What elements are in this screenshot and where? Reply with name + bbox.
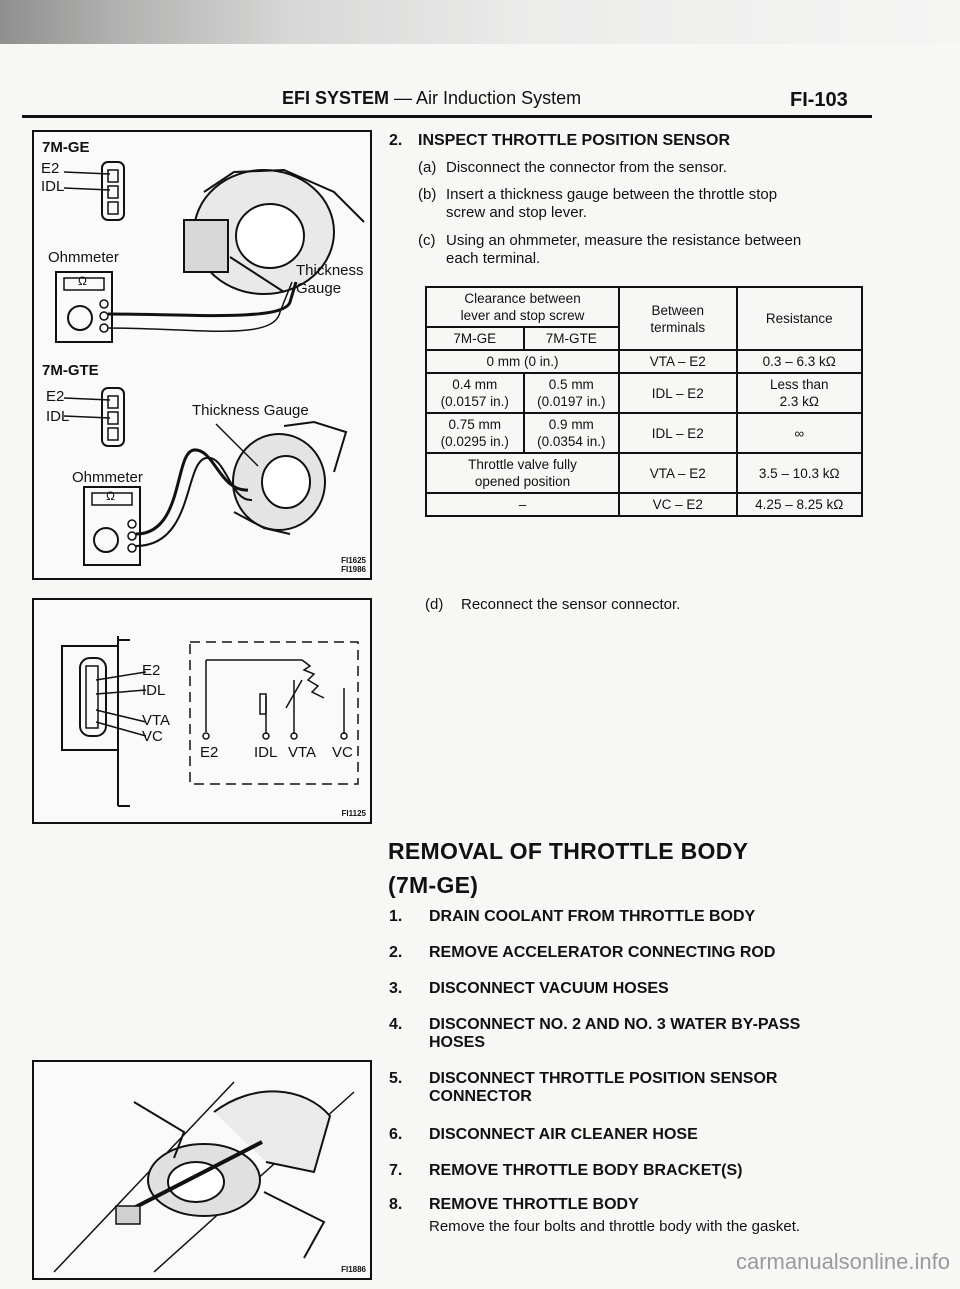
cell-clearance [426,453,619,493]
cell-resistance: 0.3 – 6.3 kΩ [737,350,863,373]
figure-throttle-body-removal [32,1060,372,1280]
inspect-b-label: (b) [418,186,437,203]
cell-clearance: 0 mm (0 in.) [426,350,619,373]
cell-clearance-7mgte-2: (0.0354 in.) [537,434,606,449]
header-7mge: 7M-GE [426,327,524,350]
label-gauge: Gauge [296,280,342,297]
inspect-a-text: Disconnect the connector from the sensor. [446,159,727,176]
step-num: 7. [389,1162,403,1179]
figure-code-1b: FI1986 [341,565,366,574]
label-ohmmeter: Ohmmeter [48,249,119,266]
header-resistance: Resistance [737,287,863,350]
cell-terminals: VTA – E2 [619,350,736,373]
cell-terminals: VC – E2 [619,493,736,516]
step-num: 2. [389,944,403,961]
list-item [389,1196,402,1214]
page-number: FI-103 [790,89,848,111]
figure-sensor-ohmmeter [32,130,372,580]
inspect-heading: INSPECT THROTTLE POSITION SENSOR [418,132,731,149]
cell-clearance-7mge [426,413,524,453]
step-text: DISCONNECT THROTTLE POSITION SENSOR [429,1070,778,1087]
header-section: EFI SYSTEM [282,88,390,108]
list-item [389,944,402,962]
inspect-b-text-2: screw and stop lever. [446,204,587,221]
list-item [389,1126,402,1144]
label-thickness-gauge: Thickness Gauge [192,402,309,419]
cell-clearance-7mge [426,373,524,413]
step-text: REMOVE THROTTLE BODY [429,1196,639,1213]
label-7mge: 7M-GE [42,139,90,156]
label-idl-gte: IDL [46,408,70,425]
step-text-continued: HOSES [429,1034,486,1051]
resistance-spec-table [425,286,863,517]
label-7mgte: 7M-GTE [42,362,99,379]
cell-clearance-7mgte-2: (0.0197 in.) [537,394,606,409]
label-e2-connector: E2 [142,662,161,679]
header-between-1: Between [651,302,705,318]
cell-clearance-1: Throttle valve fully [468,457,577,472]
step-text-continued: CONNECTOR [429,1088,532,1105]
cell-terminals: IDL – E2 [619,373,736,413]
figure-sensor-terminals [32,598,372,824]
cell-resistance: 4.25 – 8.25 kΩ [737,493,863,516]
removal-heading-line1: REMOVAL OF THROTTLE BODY [388,838,749,864]
list-item [389,1162,402,1180]
label-e2-schematic: E2 [200,744,219,761]
label-vta-connector: VTA [142,712,171,729]
header-between-2: terminals [650,319,706,335]
cell-resistance-2: 2.3 kΩ [779,394,819,409]
figure-throttle-body-drawing [34,1062,370,1278]
cell-clearance-7mge-1: 0.4 mm [452,377,498,392]
step-num: 4. [389,1016,403,1033]
label-e2-gte: E2 [46,388,65,405]
figure-sensor-ohmmeter-drawing [34,132,370,578]
cell-terminals: VTA – E2 [619,453,736,493]
inspect-c-label: (c) [418,232,436,249]
table-row [426,453,862,493]
cell-resistance [737,373,863,413]
cell-resistance-1: Less than [769,377,829,392]
label-idl-connector: IDL [142,682,166,699]
cell-clearance-7mgte [524,373,620,413]
cell-clearance-7mgte-1: 0.5 mm [548,377,594,392]
step-num: 3. [389,980,403,997]
table-row [426,493,862,516]
step-text: DISCONNECT VACUUM HOSES [429,980,669,997]
cell-clearance: – [426,493,619,516]
table-row [426,373,862,413]
step-text: DRAIN COOLANT FROM THROTTLE BODY [429,908,756,925]
inspect-d-label: (d) [425,596,444,613]
header-7mgte: 7M-GTE [524,327,620,350]
step-num: 1. [389,908,403,925]
header-between [619,287,736,350]
label-idl: IDL [41,178,65,195]
inspect-c-text-2: each terminal. [446,250,541,267]
step-note: Remove the four bolts and throttle body with the gasket. [429,1218,801,1235]
cell-clearance-7mge-2: (0.0157 in.) [440,394,509,409]
inspect-step-number: 2. [389,132,403,149]
cell-resistance: 3.5 – 10.3 kΩ [737,453,863,493]
cell-clearance-7mgte-1: 0.9 mm [548,417,594,432]
header-rule [22,115,872,118]
figure-sensor-terminals-drawing [34,600,370,822]
header-clearance-2: lever and stop screw [460,308,585,323]
label-thickness: Thickness [296,262,364,279]
watermark: carmanualsonline.info [735,1249,950,1274]
label-ohmmeter-gte: Ohmmeter [72,469,143,486]
step-num: 6. [389,1126,403,1143]
label-ohm-unit: Ω [78,274,87,288]
figure-code-1 [341,556,366,574]
step-text: REMOVE ACCELERATOR CONNECTING ROD [429,944,776,961]
inspect-d-text: Reconnect the sensor connector. [461,596,681,613]
step-num: 8. [389,1196,403,1213]
figure-code-2: FI1125 [341,809,366,818]
label-vc-schematic: VC [332,744,353,761]
step-text: REMOVE THROTTLE BODY BRACKET(S) [429,1162,743,1179]
cell-clearance-7mgte [524,413,620,453]
page-header-title [282,88,581,109]
header-clearance [426,287,619,327]
list-item [389,980,402,998]
figure-code-3: FI1886 [341,1265,366,1274]
label-e2: E2 [41,160,60,177]
cell-resistance: ∞ [737,413,863,453]
table-row [426,413,862,453]
figure-code-1a: FI1625 [341,556,366,565]
step-text: DISCONNECT NO. 2 AND NO. 3 WATER BY-PASS [429,1016,801,1033]
label-ohm-unit-gte: Ω [106,489,115,503]
cell-terminals: IDL – E2 [619,413,736,453]
cell-clearance-2: opened position [474,474,571,489]
table-row [426,350,862,373]
inspect-b-text-1: Insert a thickness gauge between the throttle stop [446,186,778,203]
cell-clearance-7mge-1: 0.75 mm [448,417,502,432]
step-text: DISCONNECT AIR CLEANER HOSE [429,1126,698,1143]
header-subsection: — Air Induction System [389,88,582,108]
list-item [389,1070,402,1088]
cell-clearance-7mge-2: (0.0295 in.) [440,434,509,449]
inspect-c-text-1: Using an ohmmeter, measure the resistance between [446,232,802,249]
label-vc-connector: VC [142,728,163,745]
step-num: 5. [389,1070,403,1087]
list-item [389,908,402,926]
label-idl-schematic: IDL [254,744,278,761]
label-vta-schematic: VTA [288,744,317,761]
header-clearance-1: Clearance between [464,291,581,306]
scan-top-edge [0,0,960,44]
table-header-row [426,287,862,327]
list-item [389,1016,402,1034]
inspect-a-label: (a) [418,159,437,176]
removal-heading-line2: (7M-GE) [388,872,479,898]
